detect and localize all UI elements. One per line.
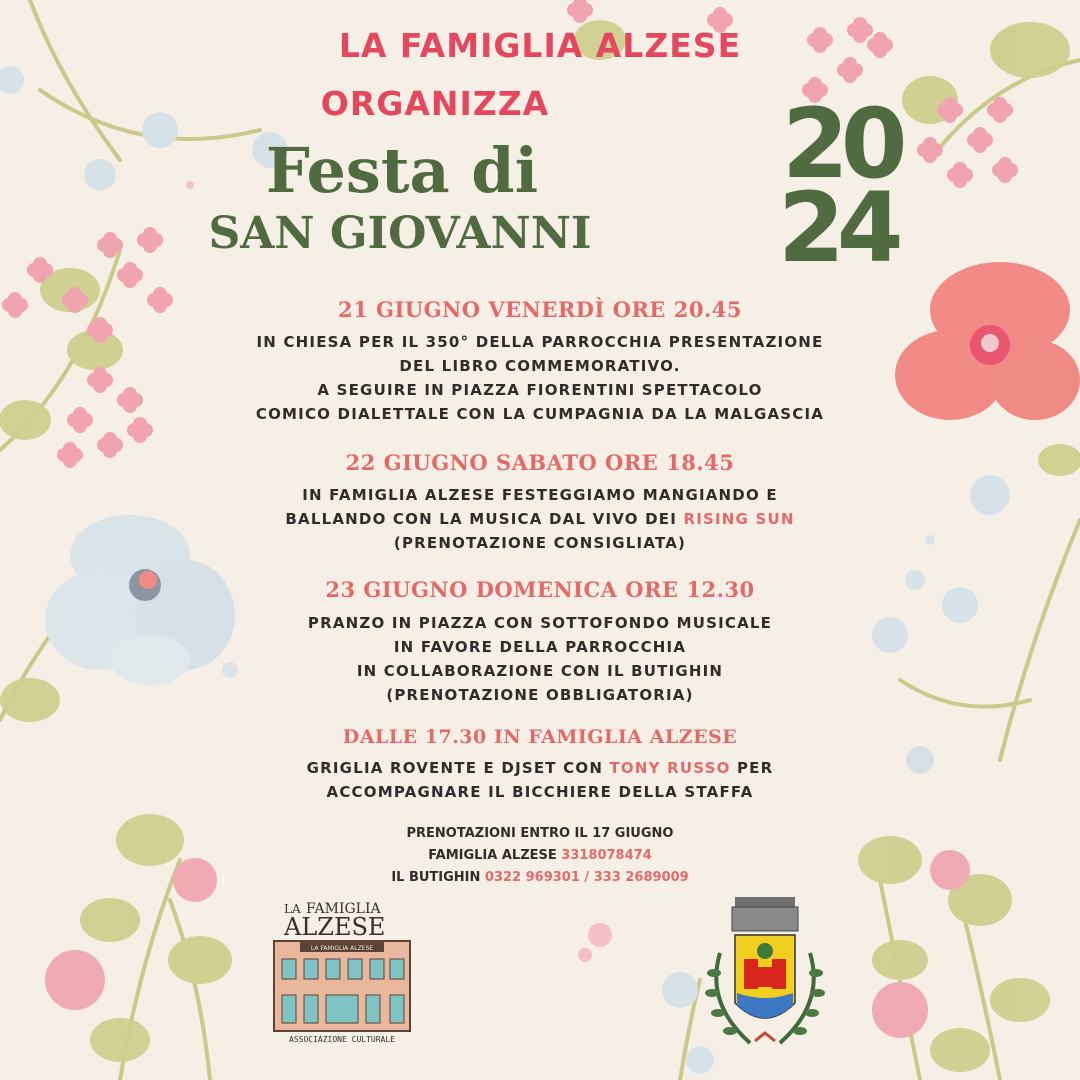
butighin-phones: 0322 969301 / 333 2689009: [484, 870, 689, 885]
event-3-line-1: PRANZO IN PIAZZA CON SOTTOFONDO MUSICALE: [307, 614, 773, 632]
municipal-coat-of-arms: [700, 893, 830, 1053]
organizer-line-1: LA FAMIGLIA ALZESE: [338, 26, 742, 65]
booking-deadline: PRENOTAZIONI ENTRO IL 17 GIUGNO: [406, 826, 674, 841]
event-2-line-2: [0, 507, 1080, 531]
band-name: RISING SUN: [683, 510, 795, 528]
booking-butighin-label: IL BUTIGHIN: [391, 870, 485, 885]
year-top: 20: [782, 88, 900, 200]
event-3-title: 23 GIUGNO DOMENICA ORE 12.30: [325, 577, 755, 602]
dj-name: TONY RUSSO: [609, 759, 731, 777]
event-2-title: 22 GIUGNO SABATO ORE 18.45: [345, 450, 735, 475]
logo-word-alzese: ALZESE: [284, 913, 386, 941]
event-2-line-2-text: BALLANDO CON LA MUSICA DAL VIVO DEI: [285, 510, 684, 528]
event-4-title: DALLE 17.30 IN FAMIGLIA ALZESE: [342, 726, 738, 748]
event-4-line-2: ACCOMPAGNARE IL BICCHIERE DELLA STAFFA: [326, 783, 754, 801]
event-2-line-1: IN FAMIGLIA ALZESE FESTEGGIAMO MANGIANDO E: [302, 486, 778, 504]
booking-butighin: [0, 867, 1080, 889]
festa-title: Festa di: [265, 134, 539, 207]
logo-caption: ASSOCIAZIONE CULTURALE: [289, 1035, 395, 1044]
year-bottom: 24: [778, 172, 896, 284]
booking-famiglia-label: FAMIGLIA ALZESE: [428, 848, 562, 863]
event-1-line-2: DEL LIBRO COMMEMORATIVO.: [399, 357, 681, 375]
event-1-line-3: A SEGUIRE IN PIAZZA FIORENTINI SPETTACOLO: [317, 381, 763, 399]
booking-famiglia: [0, 845, 1080, 867]
event-2-line-3: (PRENOTAZIONE CONSIGLIATA): [393, 534, 687, 552]
event-1-title: 21 GIUGNO VENERDÌ ORE 20.45: [338, 297, 742, 322]
event-4-line-1-post: PER: [730, 759, 774, 777]
event-1-line-4: COMICO DIALETTALE CON LA CUMPAGNIA DA LA MALGASCIA: [255, 405, 825, 423]
event-1-line-1: IN CHIESA PER IL 350° DELLA PARROCCHIA PRESENTAZIONE: [256, 333, 824, 351]
event-3-line-2: IN FAVORE DELLA PARROCCHIA: [393, 638, 687, 656]
event-3-line-3: IN COLLABORAZIONE CON IL BUTIGHIN: [356, 662, 724, 680]
famiglia-alzese-logo: [262, 895, 422, 1045]
logo-word-la: LA: [284, 902, 301, 916]
san-giovanni-title: SAN GIOVANNI: [208, 208, 592, 259]
organizer-line-2: ORGANIZZA: [320, 84, 550, 123]
logo-sign-text: LA FAMIGLIA ALZESE: [310, 945, 374, 952]
event-4-line-1: [0, 756, 1080, 780]
famiglia-phone: 3318078474: [561, 848, 652, 863]
event-3-line-4: (PRENOTAZIONE OBBLIGATORIA): [386, 686, 694, 704]
logo-word-famiglia: FAMIGLIA: [306, 901, 381, 917]
event-4-line-1-text: GRIGLIA ROVENTE E DJSET CON: [306, 759, 610, 777]
